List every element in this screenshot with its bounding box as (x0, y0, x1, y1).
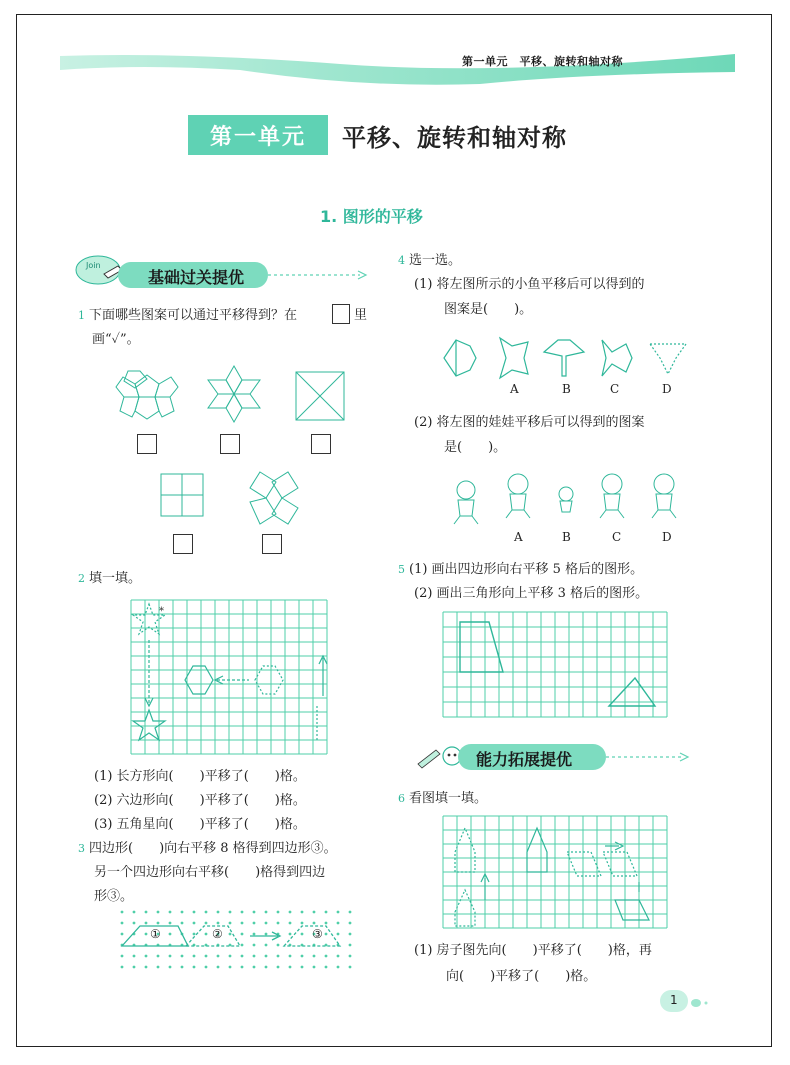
q2-line1: (1) 长方形向( )平移了( )格。 (94, 769, 306, 784)
q5-line2: (2) 画出三角形向上平移 3 格后的图形。 (414, 586, 649, 601)
q4-header (398, 250, 461, 272)
q4-p1a: (1) 将左图所示的小鱼平移后可以得到的 (414, 277, 645, 292)
page-number: 1 (670, 993, 678, 1007)
q1-checkbox-4[interactable] (173, 534, 193, 554)
q4-opt2-d[interactable]: D (662, 530, 672, 544)
q3-line3: 形③。 (94, 889, 134, 904)
unit-label-box: 第一单元 (188, 115, 328, 155)
svg-text:*: * (159, 606, 164, 617)
q1-flower-pentagons (112, 367, 182, 427)
q4-p1b: 图案是( )。 (444, 302, 533, 317)
q1-star-diamonds (202, 366, 266, 424)
q1-text-a: 下面哪些图案可以通过平移得到？在 (89, 308, 298, 323)
running-header: 第一单元 平移、旋转和轴对称 (462, 55, 623, 68)
q1-text-c: 画“✓”。 (92, 332, 140, 347)
section1-title: 基础过关提优 (148, 268, 245, 287)
q4-opt1-b[interactable]: B (562, 382, 571, 396)
q4-number: 4 (398, 254, 405, 267)
q1-checkbox-5[interactable] (262, 534, 282, 554)
q4-p2b: 是( )。 (444, 440, 507, 455)
q2-number: 2 (78, 572, 85, 585)
lesson-title: 1. 图形的平移 (320, 207, 423, 226)
q1-checkbox-2[interactable] (220, 434, 240, 454)
q4-fish-figures (440, 334, 700, 384)
q3-text1: 四边形( )向右平移 8 格得到四边形③。 (89, 841, 337, 856)
q4-opt1-d[interactable]: D (662, 382, 672, 396)
q1-text-b: 里 (354, 308, 368, 323)
section2-arrow-icon (606, 752, 690, 762)
q4-doll-figures (448, 470, 698, 530)
q5-text1: (1) 画出四边形向右平移 5 格后的图形。 (409, 562, 644, 577)
q4-opt1-a[interactable]: A (510, 382, 519, 396)
q6-line2: 向( )平移了( )格。 (446, 969, 597, 984)
q6-number: 6 (398, 792, 405, 805)
q1-checkbox-1[interactable] (137, 434, 157, 454)
q5-line1 (398, 559, 643, 581)
section1-arrow-icon (268, 270, 368, 280)
q3-label-2: ② (212, 927, 223, 941)
q1-line1 (78, 305, 297, 327)
q1-square-x (296, 372, 346, 422)
q4-p2a: (2) 将左图的娃娃平移后可以得到的图案 (414, 415, 645, 430)
q2-header (78, 568, 141, 590)
q1-checkbox-3[interactable] (311, 434, 331, 454)
q3-label-1: ① (150, 927, 161, 941)
q2-line2: (2) 六边形向( )平移了( )格。 (94, 793, 306, 808)
q6-shapes (443, 816, 671, 930)
svg-text:Join: Join (86, 261, 101, 270)
q2-line3: (3) 五角星向( )平移了( )格。 (94, 817, 306, 832)
q5-number: 5 (398, 563, 405, 576)
q2-text: 填一填。 (89, 571, 142, 586)
q4-opt2-a[interactable]: A (514, 530, 523, 544)
q5-shapes (443, 612, 671, 720)
q4-opt2-c[interactable]: C (612, 530, 622, 544)
q3-label-3: ③ (312, 927, 323, 941)
q6-header (398, 788, 487, 810)
q1-tilted-squares (242, 468, 306, 530)
q4-opt2-b[interactable]: B (562, 530, 571, 544)
unit-title: 平移、旋转和轴对称 (342, 123, 567, 152)
section2-title: 能力拓展提优 (476, 750, 573, 769)
q3-number: 3 (78, 842, 85, 855)
q1-inline-box (332, 304, 350, 324)
q1-four-squares (161, 474, 205, 518)
q1-number: 1 (78, 309, 85, 322)
q6-line1: (1) 房子图先向( )平移了( )格，再 (414, 943, 652, 958)
q4-text: 选一选。 (409, 253, 462, 268)
header-wave-band (60, 50, 735, 90)
q2-shapes (131, 600, 331, 760)
q4-opt1-c[interactable]: C (610, 382, 620, 396)
q3-line2: 另一个四边形向右平移( )格得到四边 (94, 865, 326, 880)
q6-text: 看图填一填。 (409, 791, 488, 806)
q3-line1 (78, 838, 337, 860)
footer-decoration-icon (690, 998, 710, 1008)
